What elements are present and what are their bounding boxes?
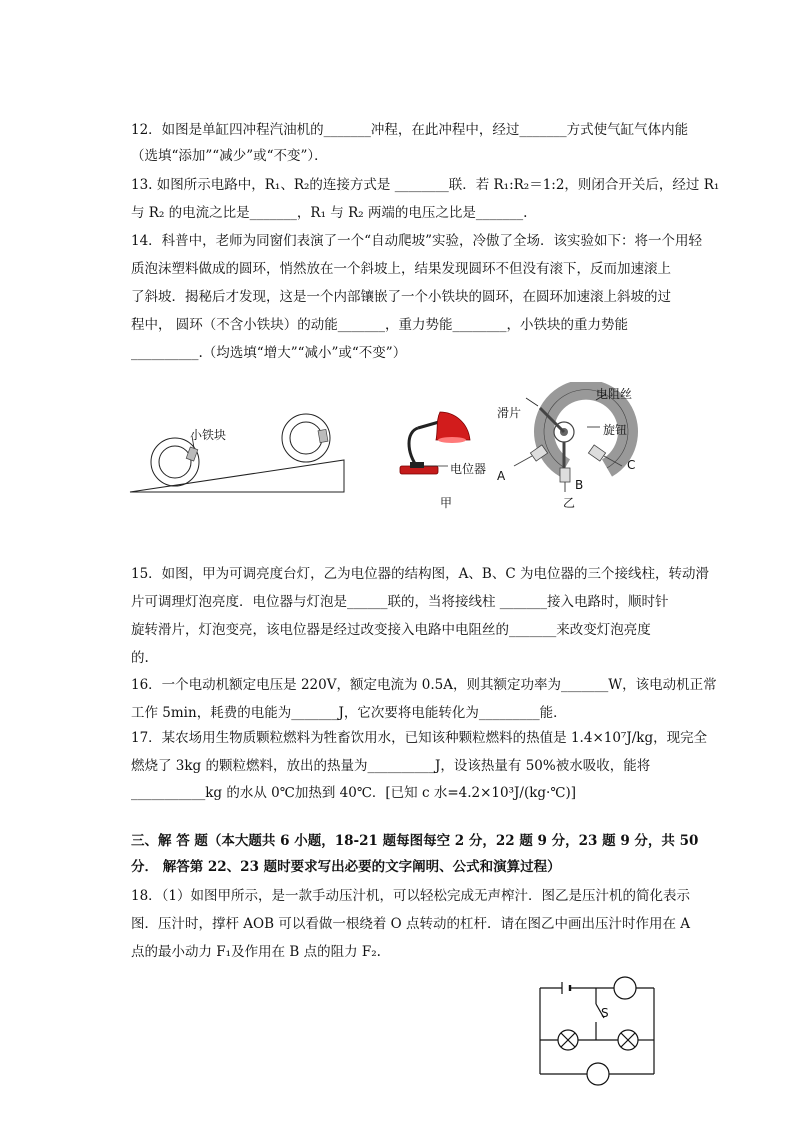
potentiometer-label: 电位器 (450, 462, 487, 476)
pot-knob-label: 旋钮 (603, 423, 628, 437)
q14-line2: 质泡沫塑料做成的圆环，悄然放在一个斜坡上，结果发现圆环不但没有滚下，反而加速滚上 (131, 261, 671, 277)
circuit-diagram (534, 976, 660, 1088)
switch-label: S (601, 1006, 609, 1020)
q17-line1: 17．某农场用生物质颗粒燃料为牲畜饮用水，已知该种颗粒燃料的热值是 1.4×10⁷J/kg，现完全 (131, 730, 708, 746)
lamp-right (618, 1030, 638, 1050)
pot-terminal-b: B (575, 478, 584, 492)
q12-line2: （选填“添加”“减少”或“不变”）． (131, 148, 328, 164)
meter-top (614, 977, 636, 999)
figure-yi-caption: 乙 (563, 496, 576, 510)
lamp-left (558, 1030, 578, 1050)
section3-header-line1: 三、解 答 题（本大题共 6 小题，18-21 题每图每空 2 分，22 题 9 分，23 题 9 分，共 50 (131, 833, 699, 849)
q14-line3: 了斜坡．揭秘后才发现，这是一个内部镶嵌了一个小铁块的圆环，在圆环加速滚上斜坡的过 (131, 289, 671, 305)
q16-line1: 16．一个电动机额定电压是 220V，额定电流为 0.5A，则其额定功率为_______W，该电动机正常 (131, 677, 717, 693)
ring-top (282, 414, 330, 462)
q15-line1: 15．如图，甲为可调亮度台灯，乙为电位器的结构图，A、B、C 为电位器的三个接线柱，转动滑 (131, 566, 709, 582)
q16-line2: 工作 5min，耗费的电能为_______J，它次要将电能转化为_________能． (131, 705, 567, 721)
q15-line4: 的. (131, 650, 149, 666)
q15-line2: 片可调理灯泡亮度．电位器与灯泡是______联的，当将接线柱 _______接入电路时，顺时针 (131, 594, 669, 610)
figure-jia-caption: 甲 (440, 496, 453, 510)
q15-line3: 旋转滑片，灯泡变亮，该电位器是经过改变接入电路中电阻丝的_______来改变灯泡亮度 (131, 622, 651, 638)
ring-slope-figure (126, 410, 348, 496)
q17-line2: 燃烧了 3kg 的颗粒燃料，放出的热量为__________J，设该热量有 50%被水吸收，能将 (131, 758, 651, 774)
ring-bottom (151, 438, 199, 486)
small-iron-block (186, 447, 198, 461)
q14-line1: 14．科普中，老师为同窗们表演了一个“自动爬坡”实验，冷傲了全场．该实验如下：将一个用轻 (131, 233, 702, 249)
meter-bottom (587, 1063, 609, 1085)
pot-slider-label: 滑片 (497, 406, 522, 420)
q17-line3: ___________kg 的水从 0℃加热到 40℃．[已知 c 水=4.2×10³J/(kg·℃)] (131, 785, 576, 801)
q14-line4: 程中， 圆环（不含小铁块）的动能_______，重力势能________，小铁块的重力势能 (131, 317, 629, 333)
q14-line5: __________.（均选填“增大”“减小”或“不变”） (131, 345, 407, 361)
q18-line3: 点的最小动力 F₁及作用在 B 点的阻力 F₂. (131, 944, 381, 960)
q18-line1: 18．（1）如图甲所示，是一款手动压汁机，可以轻松完成无声榨汁．图乙是压汁机的简化表示 (131, 888, 691, 904)
battery-symbol (562, 982, 570, 994)
pot-wire-label: 电阻丝 (596, 387, 633, 401)
iron-block-label: 小铁块 (190, 428, 227, 442)
section3-header-line2: 分． 解答第 22、23 题时要求写出必要的文字阐明、公式和演算过程） (131, 859, 561, 875)
q18-line2: 图．压汁时，撑杆 AOB 可以看做一根绕着 O 点转动的杠杆．请在图乙中画出压汁时作用在 A (131, 916, 691, 932)
lamp-shade (436, 412, 470, 440)
q13-line1: 13. 如图所示电路中，R₁、R₂的连接方式是 ________联．若 R₁:R₂＝1:2，则闭合开关后，经过 R₁ (131, 177, 720, 193)
pot-terminal-c: C (627, 458, 636, 472)
q13-line2: 与 R₂ 的电流之比是_______，R₁ 与 R₂ 两端的电压之比是_______. (131, 205, 528, 221)
pot-terminal-a: A (497, 469, 506, 483)
q12-line1: 12．如图是单缸四冲程汽油机的_______冲程，在此冲程中，经过_______方式使气缸气体内能 (131, 122, 689, 138)
